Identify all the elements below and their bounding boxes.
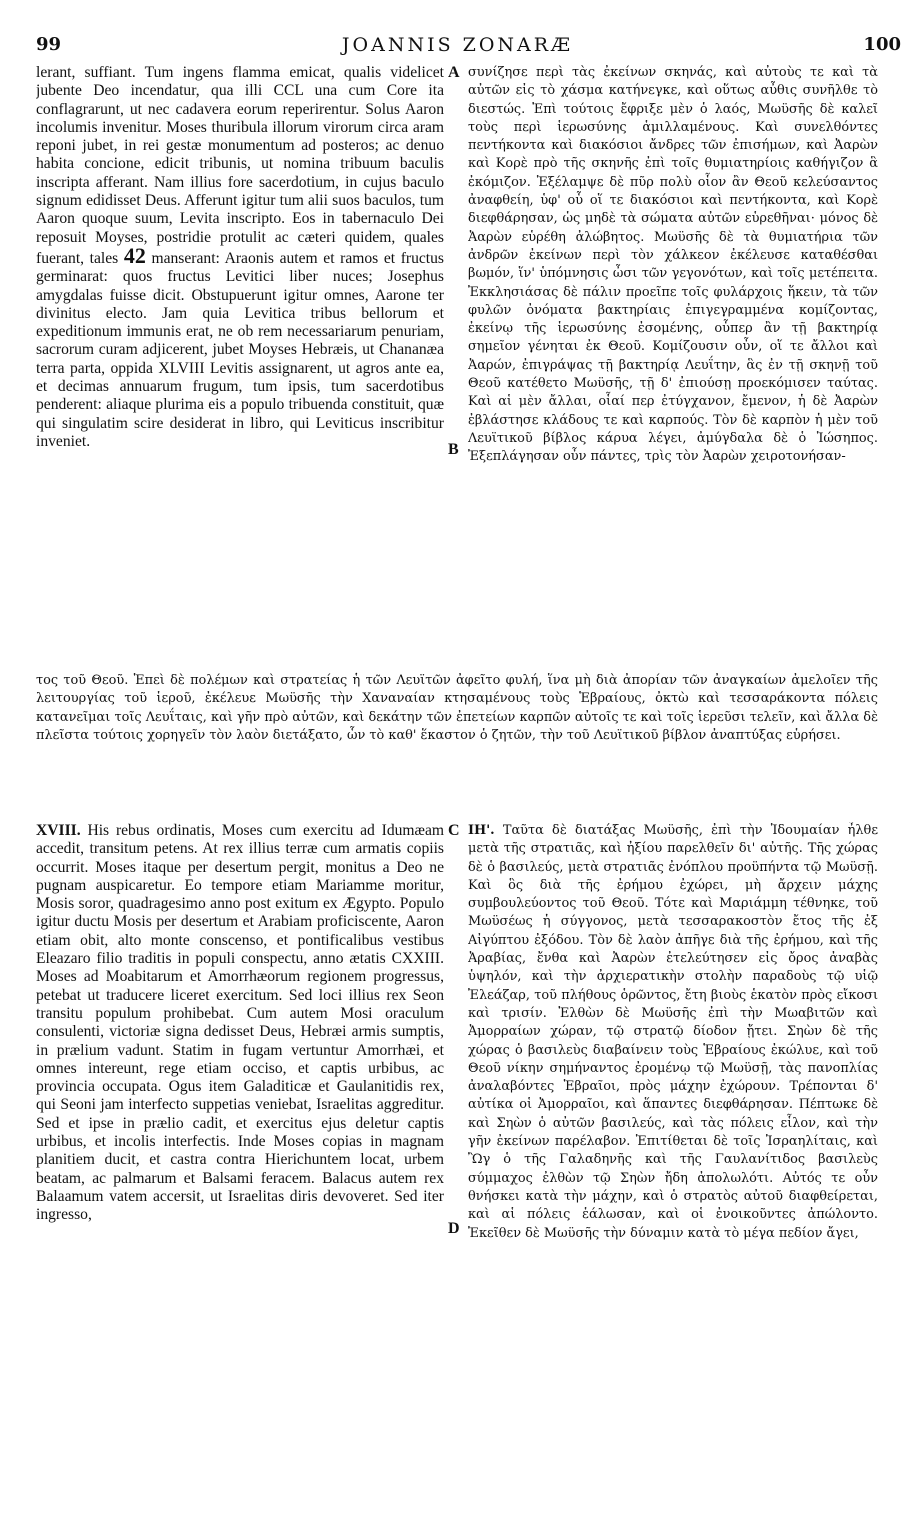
latin-text-2: manserant: Araonis autem et ramos et fructus germinarat: quos fructus Levitici liber nuces; Josephus amygdalas fuisse dicit. Obstupuerunt igitur omnes, Aarone ter divinitus electo. Jam quia Levitica tribus bellorum et expeditionum immunis erat, ne ob rem necessariarum penuriam, sacrorum curam adjicerent, jubet Moyses Hebræis, ut Chananæa terra parta, oppida XLVIII Levitis assignarent, ut agros ante ea, et decimas annuarum frugum, tum ipsis, tum sacerdotibus penderent: aliaque plurima eis a populo tribuenda constituit, quæ qui singulatim scire desiderat in libro, qui Leviticus inscribitur inveniet. — [36, 249, 444, 450]
page-number-right: 100 — [863, 34, 901, 55]
greek-text-bottom: Ταῦτα δὲ διατάξας Μωϋσῆς, ἐπὶ τὴν Ἰδουμαίαν ἦλθε μετὰ τῆς στρατιᾶς, καὶ ἠξίου παρελθεῖν δι' αὐτῆς. Τῆς χώρας δὲ ὁ βασιλεύς, μετὰ στρατιᾶς ἐνόπλου προϋπήντα τῷ Μωϋσῇ. Καὶ ὃς διὰ τῆς ἐρήμου ἐχώρει, μὴ ἄρχειν μάχης συμβουλεύοντος τοῦ Θεοῦ. Τότε καὶ Μαριάμμη τέθνηκε, τοῦ Μωϋσέως ἡ σύγγονος, μετὰ τεσσαρακοστὸν ἔτος τῆς ἐξ Αἰγύπτου ἐξόδου. Τὸν δὲ λαὸν ἀπῆγε διὰ τῆς ἐρήμου, καὶ τῆς Ἀραβίας, ἔνθα καὶ Ἀαρὼν ἐτελεύτησεν εἰς ὄρος ἀναβὰς ὑψηλόν, καὶ τὴν ἀρχιερατικὴν στολὴν παραδοὺς τῷ υἱῷ Ἐλεάζαρ, τοῦ πλήθους ὁρῶντος, ἔτη βιοὺς ἑκατὸν πρὸς εἴκοσι καὶ τρισίν. Ἐλθὼν δὲ Μωϋσῆς ἐπὶ τὴν Μωαβιτῶν καὶ Ἀμορραίων χώραν, τῷ στρατῷ δίοδον ᾔτει. Σηὼν δὲ τῆς χώρας ὁ βασιλεὺς διαβαίνειν τοὺς Ἑβραίους ἐκώλυε, καὶ τοῦ Θεοῦ νίκην σημήναντος ἐρομένῳ τῷ Μωϋσῇ, τὰς πανοπλίας ἀναλαβόντες Ἑβραῖοι, πρὸς μάχην ἐχώρουν. Τρέπονται δ' αὐτίκα οἱ Ἀμορραῖοι, καὶ ἅπαντες διεφθάρησαν. Πέπτωκε δὲ καὶ Σηὼν ὁ αὐτῶν βασιλεύς, καὶ τὰς πόλεις εἷλον, καὶ τὴν γῆν ἐκείνων παρέλαβον. Ἐπιτίθεται δὲ τοῖς Ἰσραηλίταις, καὶ Ὢγ ὁ τῆς Γαλαδηνῆς καὶ τῆς Γαυλανίτιδος βασιλεὺς σύμμαχος ἐλθὼν τῷ Σηὼν ἤδη ἀπολωλότι. Αὐτός τε οὖν θνήσκει κατὰ τὴν μάχην, καὶ ὁ στρατὸς αὐτοῦ διαφθείρεται, καὶ αἱ πόλεις ἑάλωσαν, καὶ οἱ ἐνοικοῦντες ἀπώλοντο. Ἐκεῖθεν δὲ Μωϋσῆς τὴν δύναμιν κατὰ τὸ μέγα πεδίον ἄγει, — [468, 823, 878, 1241]
greek-paragraph-full: τος τοῦ Θεοῦ. Ἐπεὶ δὲ πολέμων καὶ στρατείας ἡ τῶν Λευϊτῶν ἀφεῖτο φυλή, ἵνα μὴ διὰ ἀπορίαν τῶν ἀναγκαίων ἀμελοῖεν τῆς λειτουργίας τοῦ ἱεροῦ, ἐκέλευε Μωϋσῆς τὴν Χαναναίαν κτησαμένους τοὺς Ἑβραίους, ὀκτὼ καὶ τεσσαράκοντα πόλεις κατανεῖμαι τοῖς Λευΐταις, καὶ γῆν πρὸ αὐτῶν, καὶ δεκάτην τῶν ἐπετείων καρπῶν αὐτοῖς τε καὶ τοῖς ἱερεῦσι τελεῖν, καὶ ἄλλα δὲ πλεῖστα τούτοις χορηγεῖν τὸν λαὸν διετάξατο, ὧν τὸ καθ' ἕκαστον ὁ ζητῶν, τὴν τοῦ Λευϊτικοῦ βίβλον ἀναπτύξας εὑρήσει. — [36, 673, 878, 743]
margin-letter-d: D — [448, 1220, 460, 1237]
margin-letter-b: B — [448, 441, 459, 458]
latin-column-bottom — [36, 822, 444, 1522]
page-number-left: 99 — [36, 34, 62, 55]
latin-paragraph-top — [36, 64, 444, 451]
latin-text-1: lerant, suffiant. Tum ingens flamma emicat, qualis videlicet jubente Deo incendatur, qua illi CCL una cum Core ita conflagrarunt, ut nec cadavera eorum reperirentur. Solus Aaron incolumis invenitur. Moses thuribula illorum virorum circa aram reponi jubet, in rei gestæ monumentum ad posteros; ac denuo habita concione, edicit tribunis, ut nomina tribuum baculis inscripta afferant. Nam illius fore sacerdotium, in cujus baculo signum edidisset Deus. Afferunt igitur tum alii suos baculos, tum Aaron quoque suum, Levita inscripto. Eos in tabernaculo Dei reposuit Moyses, postridie protulit ac cæteri quidem, quales fuerant, tales — [36, 64, 444, 267]
chapter-number-latin: XVIII. — [36, 822, 81, 839]
latin-column-top — [36, 64, 444, 669]
greek-column-bottom — [468, 822, 878, 1522]
latin-paragraph-bottom — [36, 822, 444, 1225]
running-title: JOANNIS ZONARÆ — [341, 34, 574, 56]
page-header — [0, 0, 915, 56]
greek-paragraph-bottom — [468, 822, 878, 1243]
greek-fullwidth-continuation — [36, 672, 878, 812]
latin-text-bottom: His rebus ordinatis, Moses cum exercitu ad Idumæam accedit, transitum petens. At rex illius terræ cum armatis copiis occurrit. Moses itaque per desertum pergit, monitus a Deo ne pugnam auspicaretur. Eo tempore etiam Mariamme moritur, Mosis soror, quadragesimo anno post exitum ex Ægypto. Populo igitur ductu Mosis per desertum et Arabiam proficiscente, Aaron etiam obit, alto monte conscenso, et pontificalibus vestibus Eleazaro filio traditis in populi conspectu, anno ætatis CXXIII. Moses ad Moabitarum et Amorrhæorum regionem progressus, petebat ut traducere liceret exercitum. Sed loci illius rex Seon transitu populum prohibebat. Cum autem Mosi oraculum consulenti, victoriæ signa dedisset Deus, Hebræi armis sumptis, in prælium vadunt. Statim in fugam vertuntur Amorrhæi, et omnes intereunt, rege etiam occiso, et captis urbibus, ac provincia occupata. Ogus item Galaditicæ et Gaulanitidis rex, qui Seoni jam interfecto suppetias veniebat, Israelitas aggreditur. Sed et ipse in prælio cadit, et exercitus ejus deletur captis urbibus, et incolis interfectis. Inde Moses copias in magnam planitiem ducit, et castra contra Hierichuntem locat, urbem beatam, ac palmarum et Balsami feracem. Balacus autem rex Balaamum vatem accersit, ut Israelitas diris devoveret. Sed iter ingresso, — [36, 822, 444, 1224]
margin-number-42: 42 — [123, 242, 146, 268]
greek-column-top — [468, 64, 878, 669]
chapter-number-greek: ΙΗ'. — [468, 823, 495, 838]
margin-letter-c: C — [448, 822, 460, 839]
greek-paragraph-top: συνίζησε περὶ τὰς ἐκείνων σκηνάς, καὶ αὐτοὺς τε καὶ τὰ αὐτῶν εἰς τὸ χάσμα κατήνεγκε, καὶ οὕτως αὖθις συνῆλθε τὸ διεστώς. Ἐπὶ τούτοις ἔφριξε μὲν ὁ λαός, Μωϋσῆς δὲ καλεῖ τοὺς περὶ ἱερωσύνης ἁμιλλαμένους. Καὶ συνελθόντες πεντήκοντα καὶ διακόσιοι ἄνδρες τῶν ἐπισήμων, καὶ Ἀαρὼν καὶ Κορὲ πρὸ τῆς σκηνῆς ἐπὶ τοῖς θυμιατηρίοις καθήγιζον ἃ ἐκόμιζον. Ἐξέλαμψε δὲ πῦρ πολὺ οἷον ἂν Θεοῦ κελεύσαντος ἀναφθείη, ὑφ' οὗ οἵ τε διακόσιοι καὶ πεντήκοντα, καὶ Κορὲ διεφθάρησαν, ὡς μηδὲ τὰ σώματα αὐτῶν εὑρεθῆναι· μόνος δὲ Ἀαρὼν εὑρέθη ἀλώβητος. Μωϋσῆς δὲ τὰ θυμιατήρια τῶν ἀνδρῶν ἐκείνων περὶ τὸν χάλκεον ἐκέλευσε καταθέσθαι βωμόν, ἵν' ὑπόμνησις ὦσι τῶν γεγονότων, καὶ τοῖς μετέπειτα. Ἐκκλησιάσας δὲ πάλιν προεῖπε τοῖς φυλάρχοις ἥκειν, τὰ τῶν φυλῶν ὀνόματα βακτηρίαις ἐπιγεγραμμένα κομίζοντας, ἐκείνῳ τῆς ἱερωσύνης ἐσομένης, οὗπερ ἂν τῇ βακτηρίᾳ σημεῖον γένηται ἐκ Θεοῦ. Κομίζουσιν οὖν, οἵ τε ἄλλοι καὶ Ἀαρών, ἐπιγράψας τῇ βακτηρίᾳ Λευΐτην, ἃς ἐν τῇ σκηνῇ τοῦ Θεοῦ κατέθετο Μωϋσῆς, τῇ δ' ἐπιούσῃ προεκόμισεν ταύτας. Καὶ αἱ μὲν ἄλλαι, οἷαί περ ἐτύγχανον, ἔμενον, ἡ δὲ Ἀαρὼν ἐβλάστησε κλάδους τε καὶ καρπούς. Τὸν δὲ καρπὸν ἡ μὲν τοῦ Λευϊτικοῦ βίβλος κάρυα λέγει, ἀμύγδαλα δὲ ὁ Ἰώσηπος. Ἐξεπλάγησαν οὖν πάντες, τρὶς τὸν Ἀαρὼν χειροτονήσαν- — [468, 65, 878, 465]
margin-letter-a: A — [448, 64, 460, 81]
